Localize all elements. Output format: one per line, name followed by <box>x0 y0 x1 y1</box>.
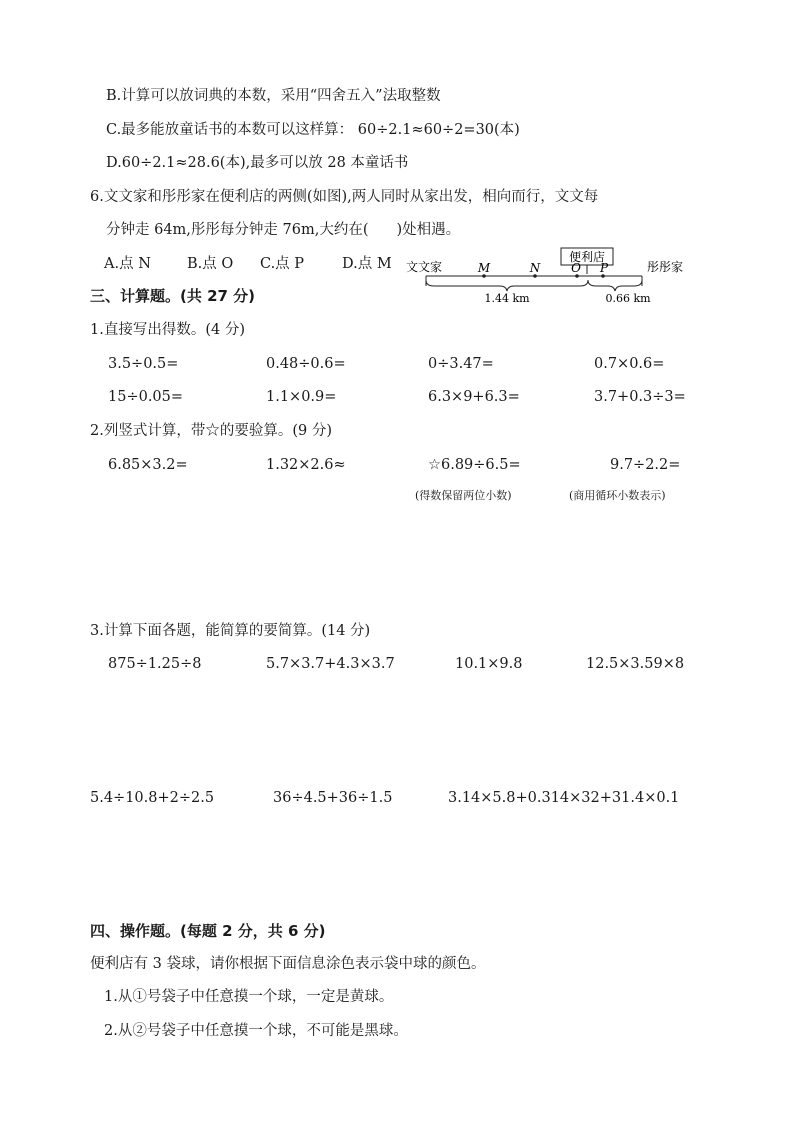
q3-2-item: 9.7÷2.2= <box>610 457 681 473</box>
left-distance-label: 1.44 km <box>484 292 530 305</box>
q3-2-title: 2.列竖式计算，带☆的要验算。(9 分) <box>90 423 332 439</box>
q3-1-item: 1.1×0.9= <box>266 389 337 405</box>
point-p-label: P <box>599 261 609 275</box>
q3-2-note-repeating: (商用循环小数表示) <box>569 489 666 502</box>
q3-3-item: 12.5×3.59×8 <box>586 656 685 672</box>
q6-option-c: C.点 P <box>260 256 305 272</box>
q3-1-item: 15÷0.05= <box>108 389 184 405</box>
right-house-label: 彤彤家 <box>647 260 684 274</box>
q6-stem-line1: 6.文文家和彤彤家在便利店的两侧(如图),两人同时从家出发，相向而行，文文每 <box>90 189 599 205</box>
q3-1-item: 3.7+0.3÷3= <box>594 389 686 405</box>
q6-stem-line2 <box>106 220 460 240</box>
q3-2-item: 1.32×2.6≈ <box>266 457 346 473</box>
q3-1-title: 1.直接写出得数。(4 分) <box>90 322 245 338</box>
q3-1-item: 6.3×9+6.3= <box>428 389 520 405</box>
section4-item-1: 1.从①号袋子中任意摸一个球，一定是黄球。 <box>104 989 394 1005</box>
q3-1-item: 0.7×0.6= <box>594 356 665 372</box>
point-m-label: M <box>477 261 491 275</box>
section3-title: 三、计算题。(共 27 分) <box>90 287 256 305</box>
q5-option-c: C.最多能放童话书的本数可以这样算： 60÷2.1≈60÷2=30(本) <box>106 122 520 138</box>
q3-1-item: 3.5÷0.5= <box>108 356 179 372</box>
q6-option-b: B.点 O <box>187 256 234 272</box>
store-label: 便利店 <box>568 250 606 264</box>
q6-option-d: D.点 M <box>342 256 392 272</box>
q5-option-d: D.60÷2.1≈28.6(本),最多可以放 28 本童话书 <box>106 155 409 171</box>
q6-stem-line2-start: 分钟走 64m,彤彤每分钟走 76m,大约在( <box>106 222 369 238</box>
q3-1-item: 0.48÷0.6= <box>266 356 346 372</box>
q6-option-a: A.点 N <box>104 256 151 272</box>
right-distance-label: 0.66 km <box>605 292 651 305</box>
right-distance-brace <box>588 280 642 291</box>
q5-option-b: B.计算可以放词典的本数，采用“四舍五入”法取整数 <box>106 88 441 104</box>
point-o-label: O <box>571 261 581 275</box>
q6-stem-line2-end: )处相遇。 <box>396 222 461 238</box>
q3-1-item: 0÷3.47= <box>428 356 494 372</box>
point-n-label: N <box>529 261 541 275</box>
q3-2-item: ☆6.89÷6.5= <box>428 457 521 473</box>
section4-title: 四、操作题。(每题 2 分，共 6 分) <box>90 922 326 940</box>
q3-2-note-rounding: (得数保留两位小数) <box>415 489 512 502</box>
section4-intro: 便利店有 3 袋球，请你根据下面信息涂色表示袋中球的颜色。 <box>90 956 486 972</box>
q3-3-item: 36÷4.5+36÷1.5 <box>273 790 393 806</box>
q3-2-item: 6.85×3.2= <box>108 457 188 473</box>
left-house-label: 文文家 <box>406 260 443 274</box>
q3-3-item: 5.7×3.7+4.3×3.7 <box>266 656 395 672</box>
q6-number-line-figure <box>404 244 700 308</box>
q3-3-item: 10.1×9.8 <box>455 656 523 672</box>
q3-3-item: 3.14×5.8+0.314×32+31.4×0.1 <box>448 790 680 806</box>
section4-item-2: 2.从②号袋子中任意摸一个球，不可能是黑球。 <box>104 1023 408 1039</box>
q3-3-title: 3.计算下面各题，能简算的要简算。(14 分) <box>90 623 371 639</box>
left-distance-brace <box>426 280 588 291</box>
q3-3-item: 5.4÷10.8+2÷2.5 <box>90 790 215 806</box>
q3-3-item: 875÷1.25÷8 <box>108 656 202 672</box>
